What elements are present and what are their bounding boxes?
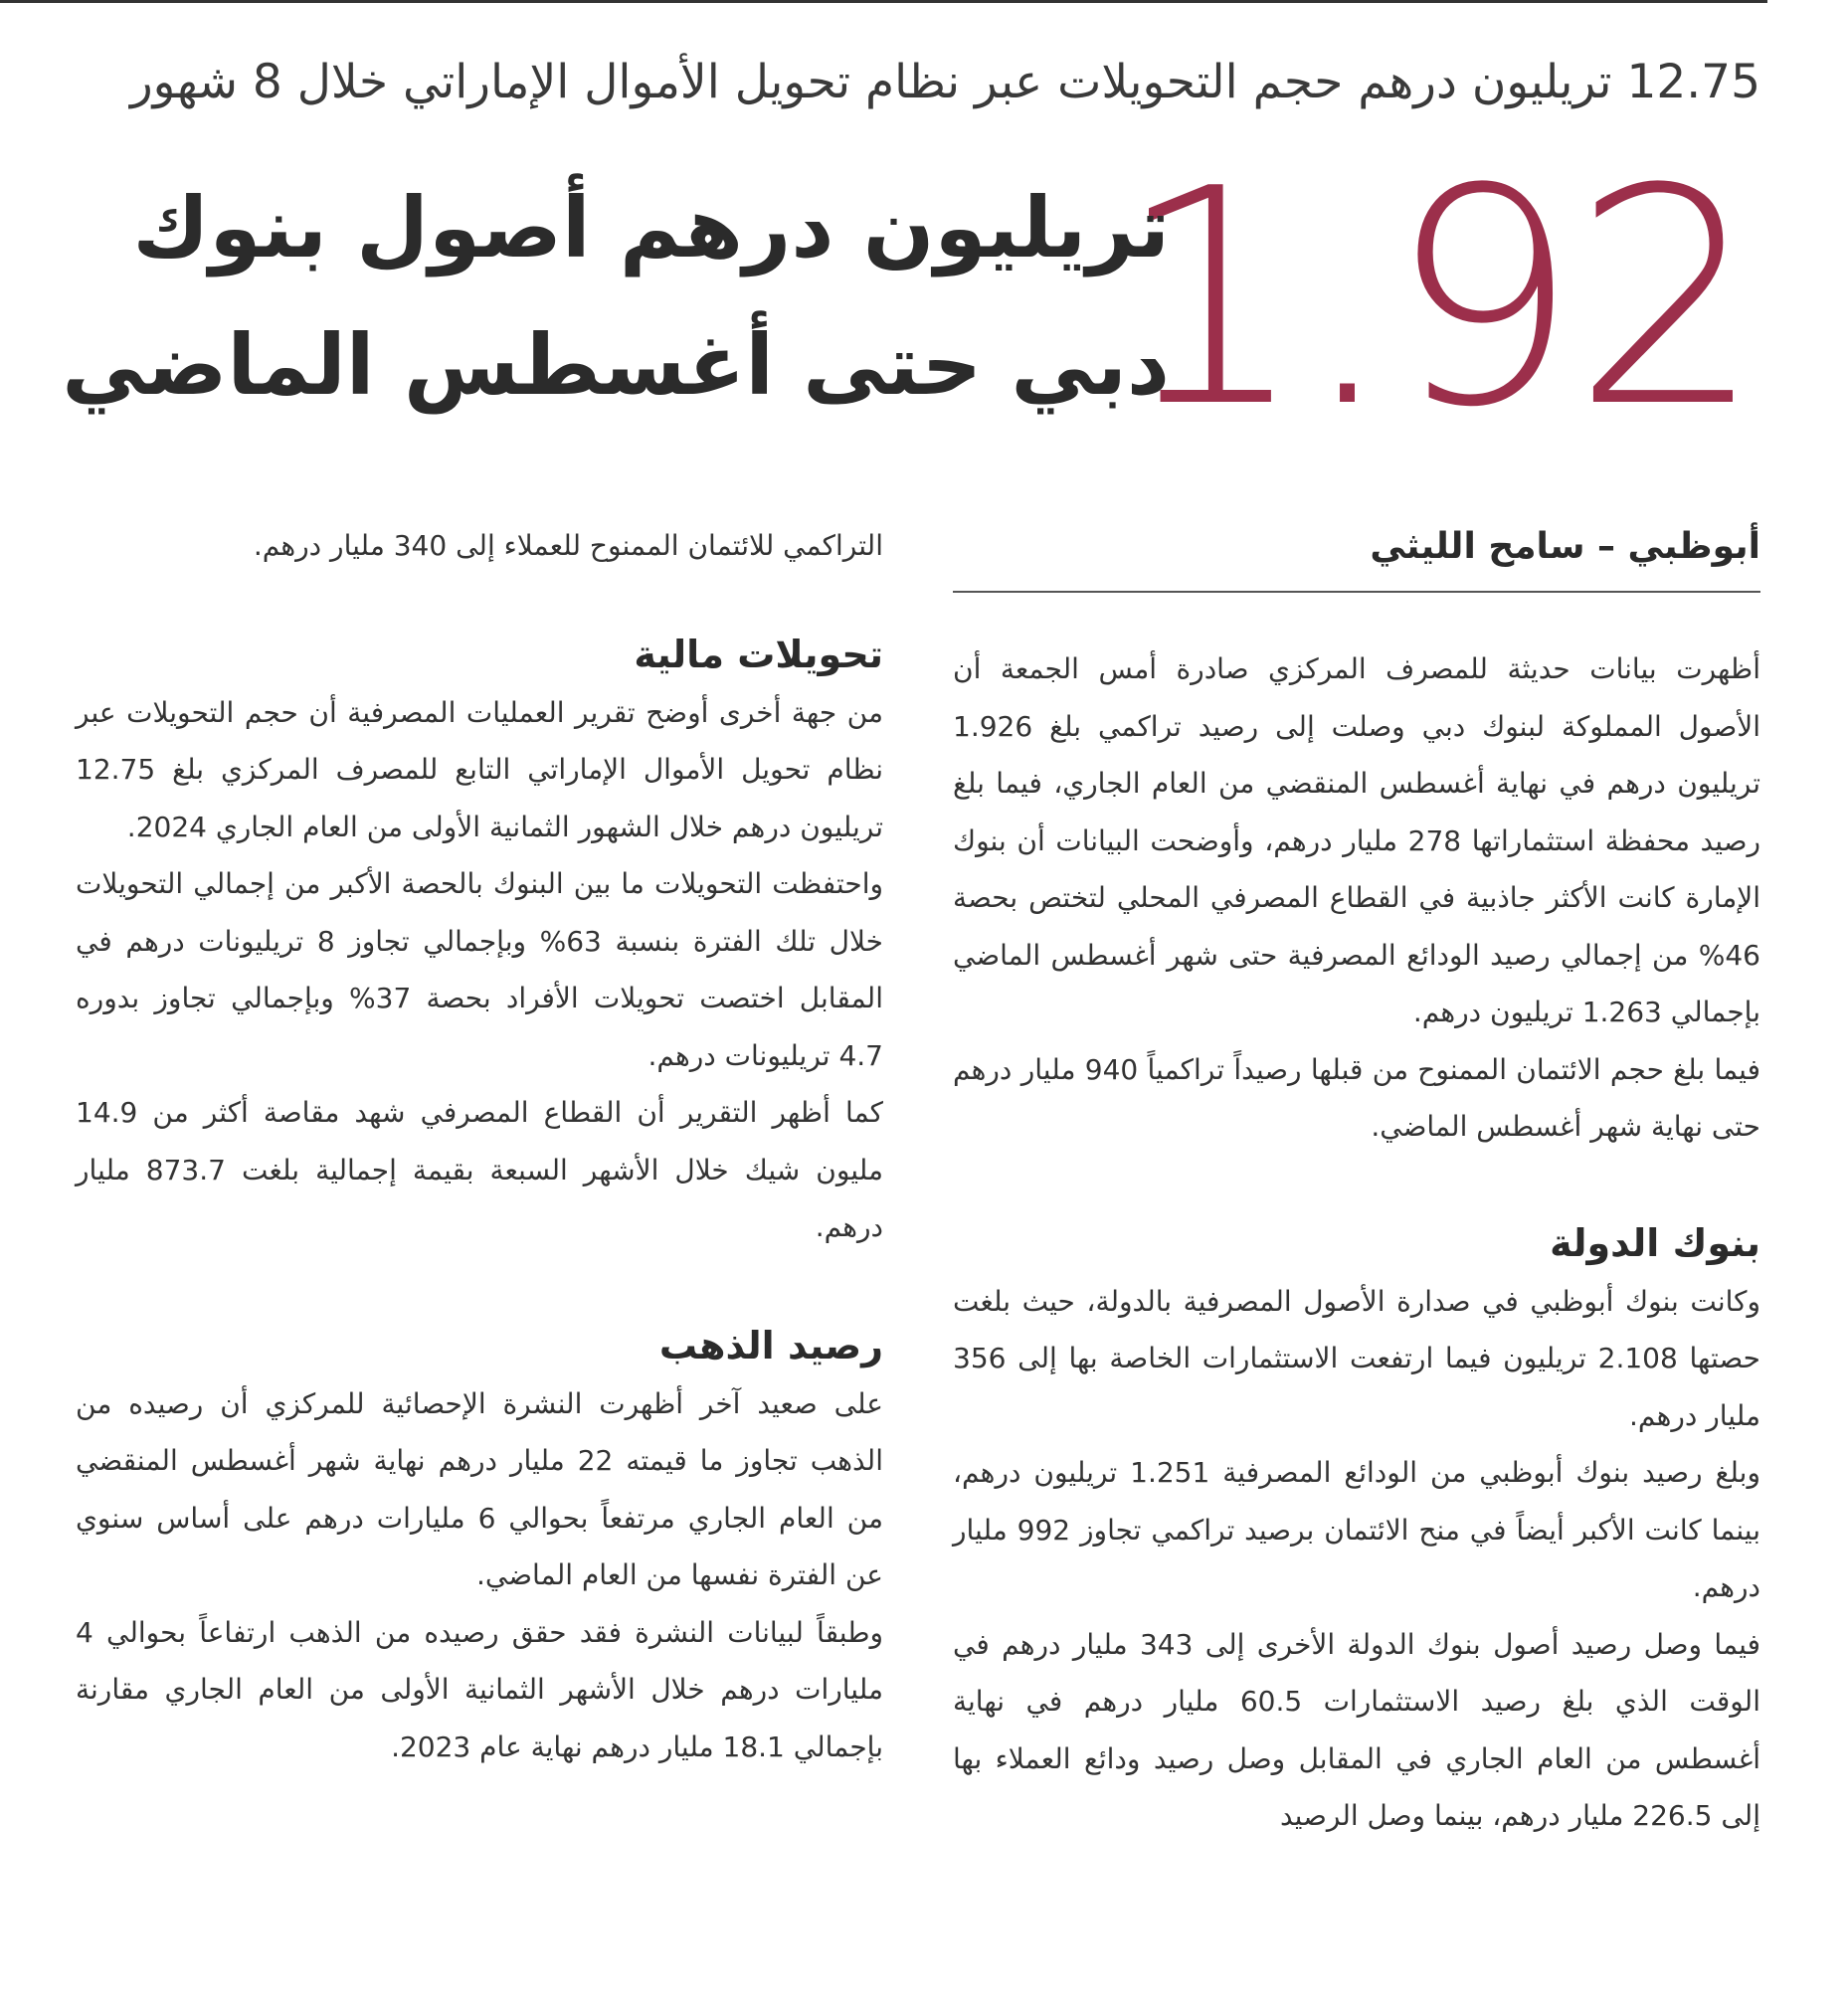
paragraph: على صعيد آخر أظهرت النشرة الإحصائية للمركزي أن رصيده من الذهب تجاوز ما قيمته 22 مليار درهم نهاية شهر أغسطس المنقضي من العام الجاري مرتفعاً بحوالي 6 مليارات درهم على أساس سنوي عن الفترة نفسها من العام الماضي. [76, 1386, 883, 1591]
article-column-left [76, 517, 883, 1775]
paragraph: فيما وصل رصيد أصول بنوك الدولة الأخرى إلى 343 مليار درهم في الوقت الذي بلغ رصيد الاستثمارات 60.5 مليار درهم في نهاية أغسطس من العام الجاري في المقابل وصل رصيد ودائع العملاء بها إلى 226.5 مليار درهم، بينما وصل الرصيد [953, 1627, 1760, 1832]
article-column-right [953, 517, 1760, 1845]
continued-paragraph: التراكمي للائتمان الممنوح للعملاء إلى 340 مليار درهم. [253, 529, 883, 562]
paragraph: أظهرت بيانات حديثة للمصرف المركزي صادرة أمس الجمعة أن الأصول المملوكة لبنوك دبي وصلت إلى رصيد تراكمي بلغ 1.926 تريليون درهم في نهاية أغسطس المنقضي من العام الجاري، فيما بلغ رصيد محفظة استثماراتها 278 مليار درهم، وأوضحت البيانات أن بنوك الإمارة كانت الأكثر جاذبية في القطاع المصرفي المحلي لتختص بحصة 46% من إجمالي رصيد الودائع المصرفية حتى شهر أغسطس الماضي بإجمالي 1.263 تريليون درهم. [953, 652, 1760, 1028]
top-rule [0, 0, 1767, 3]
section-title-state-banks: بنوك الدولة [1550, 1220, 1760, 1265]
paragraph: كما أظهر التقرير أن القطاع المصرفي شهد مقاصة أكثر من 14.9 مليون شيك خلال الأشهر السبعة بقيمة إجمالية بلغت 873.7 مليار درهم. [76, 1096, 884, 1243]
main-headline [62, 159, 1170, 434]
section-title-transfers: تحويلات مالية [634, 632, 883, 676]
headline-line-1: تريليون درهم أصول بنوك [132, 179, 1170, 276]
paragraph: وبلغ رصيد بنوك أبوظبي من الودائع المصرفية 1.251 تريليون درهم، بينما كانت الأكبر أيضاً في منح الائتمان برصيد تراكمي تجاوز 992 مليار درهم. [953, 1456, 1761, 1603]
paragraph: وكانت بنوك أبوظبي في صدارة الأصول المصرفية بالدولة، حيث بلغت حصتها 2.108 تريليون فيما ارتفعت الاستثمارات الخاصة بها إلى 356 مليار درهم. [953, 1284, 1760, 1432]
headline-line-2: دبي حتى أغسطس الماضي [62, 316, 1170, 414]
section-title-gold-balance: رصيد الذهب [658, 1323, 883, 1367]
paragraph: فيما بلغ حجم الائتمان الممنوح من قبلها رصيداً تراكمياً 940 مليار درهم حتى نهاية شهر أغسطس الماضي. [953, 1052, 1760, 1143]
paragraph: وطبقاً لبيانات النشرة فقد حقق رصيده من الذهب ارتفاعاً بحوالي 4 مليارات درهم خلال الأشهر الثمانية الأولى من العام الجاري مقارنة بإجمالي 18.1 مليار درهم نهاية عام 2023. [76, 1615, 883, 1763]
big-figure-number: 1.92 [1116, 125, 1756, 472]
paragraph: واحتفظت التحويلات ما بين البنوك بالحصة الأكبر من إجمالي التحويلات خلال تلك الفترة بنسبة 63% وبإجمالي تجاوز 8 تريليونات درهم في المقابل اختصت تحويلات الأفراد بحصة 37% وبإجمالي تجاوز بدوره 4.7 تريليونات درهم. [76, 867, 883, 1072]
paragraph: من جهة أخرى أوضح تقرير العمليات المصرفية أن حجم التحويلات عبر نظام تحويل الأموال الإماراتي التابع للمصرف المركزي بلغ 12.75 تريليون درهم خلال الشهور الثمانية الأولى من العام الجاري 2024. [76, 695, 883, 843]
kicker-headline: 12.75 تريليون درهم حجم التحويلات عبر نظام تحويل الأموال الإماراتي خلال 8 شهور [129, 55, 1760, 109]
byline: أبوظبي – سامح الليثي [953, 517, 1760, 593]
